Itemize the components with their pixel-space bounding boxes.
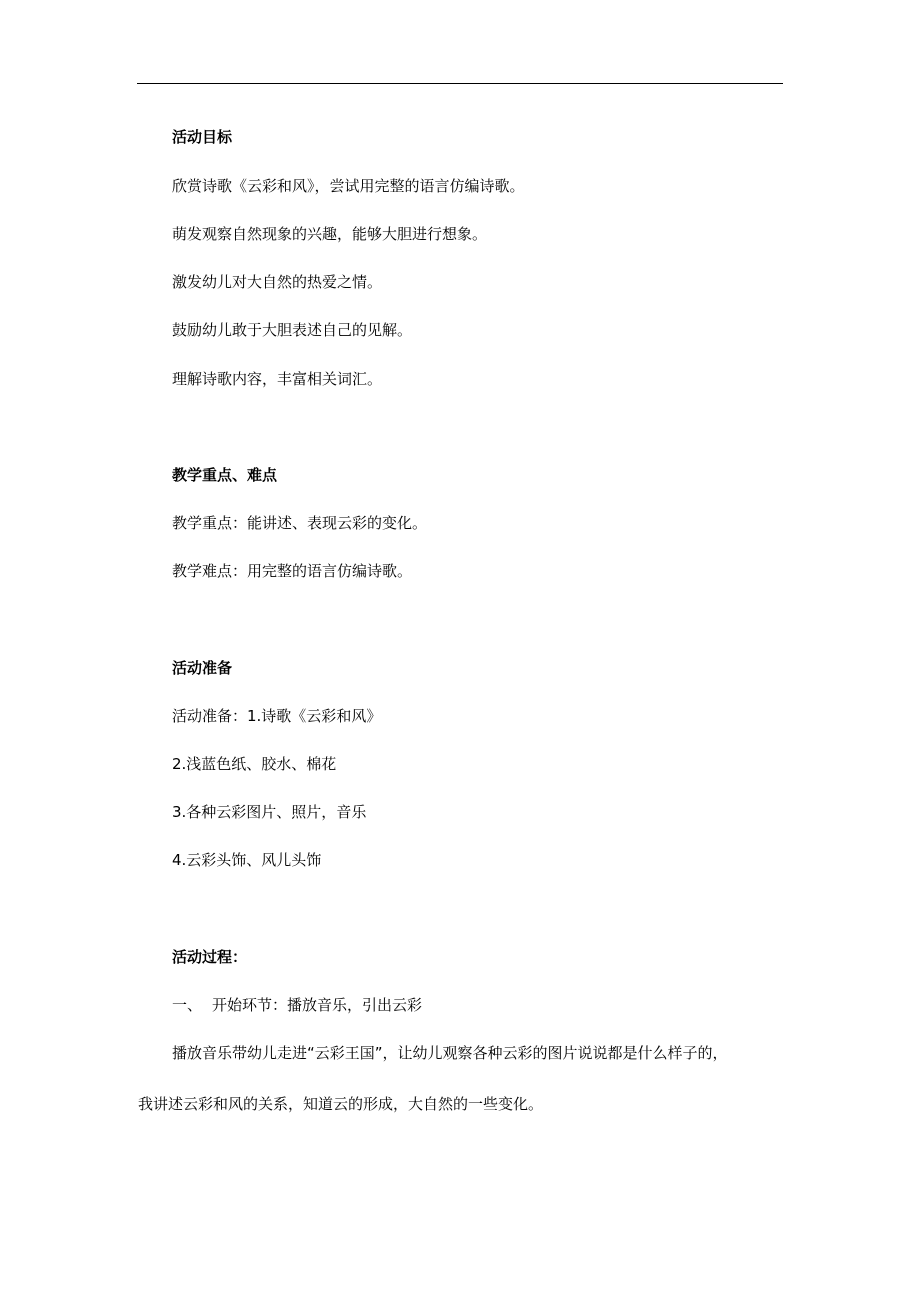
- process-paragraph-line-1: 播放音乐带幼儿走进“云彩王国”，让幼儿观察各种云彩的图片说说都是什么样子的，: [172, 1044, 728, 1062]
- goal-item-3: 激发幼儿对大自然的热爱之情。: [172, 273, 383, 291]
- header-rule: [137, 83, 783, 84]
- section-title-preparation: 活动准备: [172, 659, 233, 677]
- key-point-item-2: 教学难点：用完整的语言仿编诗歌。: [172, 562, 413, 580]
- goal-item-4: 鼓励幼儿敢于大胆表述自己的见解。: [172, 321, 413, 339]
- preparation-item-2: 2.浅蓝色纸、胶水、棉花: [172, 755, 337, 773]
- process-paragraph-line-2: 我讲述云彩和风的关系，知道云的形成，大自然的一些变化。: [138, 1095, 544, 1113]
- preparation-item-3: 3.各种云彩图片、照片，音乐: [172, 803, 367, 821]
- goal-item-5: 理解诗歌内容，丰富相关词汇。: [172, 370, 383, 388]
- section-title-process: 活动过程：: [172, 948, 248, 966]
- section-title-key-points: 教学重点、难点: [172, 466, 278, 484]
- process-step-1: [172, 995, 422, 1015]
- process-step-1-text: 开始环节：播放音乐，引出云彩: [212, 996, 423, 1014]
- goal-item-1: 欣赏诗歌《云彩和风》，尝试用完整的语言仿编诗歌。: [172, 177, 525, 195]
- section-title-goals: 活动目标: [172, 128, 233, 146]
- goal-item-2: 萌发观察自然现象的兴趣，能够大胆进行想象。: [172, 225, 488, 243]
- process-step-1-number: 一、: [172, 996, 203, 1014]
- preparation-item-1: 活动准备：1.诗歌《云彩和风》: [172, 707, 382, 725]
- key-point-item-1: 教学重点：能讲述、表现云彩的变化。: [172, 514, 428, 532]
- preparation-item-4: 4.云彩头饰、风儿头饰: [172, 851, 322, 869]
